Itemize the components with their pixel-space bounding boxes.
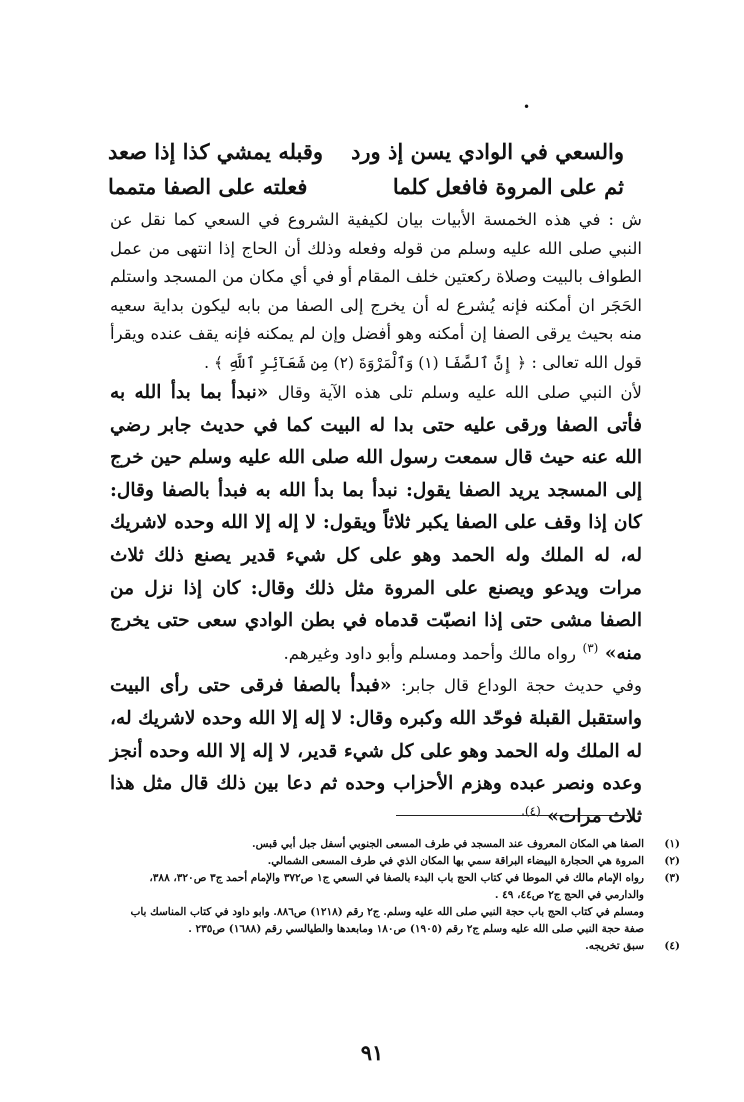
commentary-body [110, 206, 642, 833]
footnote-4 [118, 938, 680, 955]
hadith-quote-1: «نبدأ بما بدأ الله به فأتى الصفا ورقى عليه حتى بدا له البيت كما في حديث جابر رضي الله عنه حيث قال سمعت رسول الله صلى الله عليه وسلم حين خرج إلى المسجد يريد الصفا يقول: نبدأ بما بدأ الله به فبدأ بالصفا وقال: كان إذا وقف على الصفا يكبر ثلاثاً ويقول: لا إله إلا الله وحده لاشريك له، له الملك وله الحمد وهو على كل شيء قدير يصنع ذلك ثلاث مرات ويدعو ويصنع على المروة مثل ذلك وقال: كان إذا نزل من الصفا مشى حتى إذا انصبّت قدماه في بطن الوادي سعى حتى يخرج منه» [110, 382, 642, 664]
footnote-1 [118, 836, 680, 853]
page-number: ٩١ [360, 1040, 384, 1065]
footnote-text: رواه الإمام مالك في الموطا في كتاب الحج باب البدء بالصفا في السعي ج١ ص٣٧٢ والإمام أحمد ج٣ ص٣٢٠، ٣٨٨، والدارمي في الحج ج٢ ص٤٤، ٤٩ . [149, 872, 644, 901]
footnote-3 [118, 870, 680, 904]
footnote-number: (٢) [664, 855, 680, 867]
footnote-ref-4: (٤). [521, 803, 541, 818]
verse-1-first-hemistich: والسعي في الوادي يسن إذ ورد [351, 139, 624, 164]
footnote-text: الصفا هي المكان المعروف عند المسجد في طرف المسعى الجنوبي أسفل جبل أبي قبس. [252, 838, 644, 850]
paragraph-3-lead: وفي حديث حجة الوداع قال جابر: [401, 676, 642, 696]
verse-2-second-hemistich: فعلته على الصفا متمما [108, 174, 308, 199]
footnote-number: (١) [664, 838, 680, 850]
quran-verse: ﴿ إِنَّ ٱلصَّفَا (١) وَٱلْمَرْوَةَ (٢) مِن شَعَآئِرِ ٱللَّهِ ﴾ . [204, 353, 527, 372]
verse-2-first-hemistich: ثم على المروة فافعل كلما [392, 174, 624, 199]
verse-line-1 [108, 137, 624, 167]
footnote-3-continued [118, 904, 680, 938]
footnote-2 [118, 853, 680, 870]
verse-1-second-hemistich: وقبله يمشي كذا إذا صعد [108, 139, 324, 164]
hadith-quote-2: «فبدأ بالصفا فرقى حتى رأى البيت واستقبل القبلة فوحّد الله وكبره وقال: لا إله إلا الله وحده لاشريك له، له الملك وله الحمد وهو على كل شيء قدير، لا إله إلا الله وحده أنجز وعده ونصر عبده وهزم الأحزاب وحده ثم دعا بين ذلك قال مثل هذا ثلاث مرات» [110, 675, 642, 827]
footnote-divider [396, 815, 628, 816]
commentary-paragraph-3 [110, 670, 642, 833]
commentary-paragraph-2 [110, 377, 642, 670]
footnotes [118, 836, 680, 955]
footnote-ref-3: (٣) [582, 640, 599, 655]
verse-line-2 [108, 172, 624, 202]
footnote-text: ومسلم في كتاب الحج باب حجة النبي صلى الله عليه وسلم. ج٢ رقم (١٢١٨) ص٨٨٦. وابو داود في كتاب المناسك باب صفة حجة النبي صلى الله عليه وسلم ج٢ رقم (١٩٠٥) ص١٨٠ ومابعدها والطيالسي رقم (١٦٨٨) ص٢٣٥ . [130, 906, 644, 935]
commentary-intro: ش : في هذه الخمسة الأبيات بيان لكيفية الشروع في السعي كما نقل عن النبي صلى الله عليه وسلم من قوله وفعله وذلك أن الحاج إذا انتهى من عمل الطواف بالبيت وصلاة ركعتين خلف المقام أو في أي مكان من المسجد واستلم الحَجَر ان أمكنه فإنه يُشرع له أن يخرج إلى الصفا من بابه ليكون بداية سعيه منه بحيث يرقى الصفا إن أمكنه وهو أفضل وإن لم يمكنه فإنه يقف عنده ويقرأ قول الله تعالى : [110, 210, 642, 372]
footnote-number: (٣) [664, 872, 680, 884]
commentary-paragraph-1 [110, 206, 642, 377]
paragraph-2-source: رواه مالك وأحمد ومسلم وأبو داود وغيرهم. [283, 643, 577, 663]
footnote-text: سبق تخريجه. [585, 940, 644, 952]
footnote-text: المروة هي الحجارة البيضاء البراقة سمي بها المكان الذي في طرف المسعى الشمالي. [267, 855, 644, 867]
margin-dot: • [523, 100, 531, 114]
footnote-number: (٤) [664, 940, 680, 952]
paragraph-2-lead: لأن النبي صلى الله عليه وسلم تلى هذه الآية وقال [277, 383, 642, 402]
